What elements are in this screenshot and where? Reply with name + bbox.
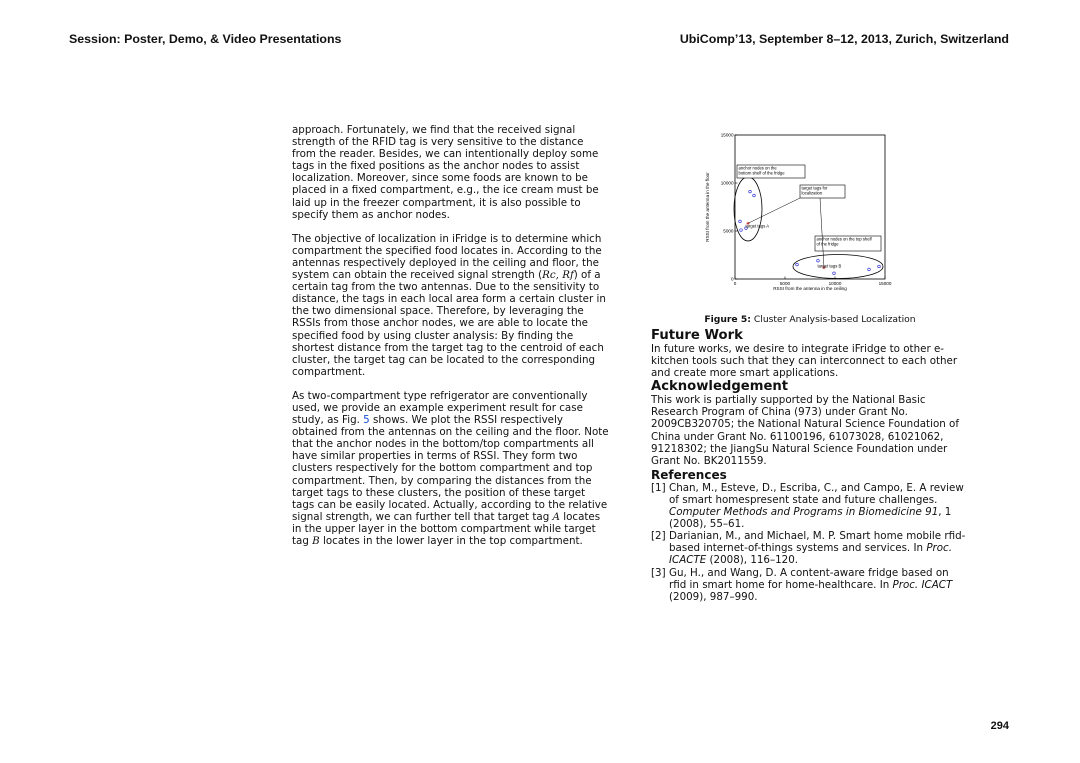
section-title-references: References — [651, 467, 727, 482]
reference-venue: Proc. ICACT — [892, 578, 953, 591]
figure-caption-label: Figure 5: — [704, 314, 751, 325]
paragraph-approach: approach. Fortunately, we find that the received signal strength of the RFID tag is very sensitive to the distance from the reader. Besides, we can intentionally deploy some tags in the fixed positions as the anchor nodes to assist localization. Moreover, since some foods are known to be placed in a fixed compartment, e.g., the ice cream must be laid up in the freezer compartment, it is also possible to specify them as anchor nodes. — [292, 124, 599, 221]
paragraph-text: As two-compartment type refrigerator are conventionally used, we provide an example experiment result for case study, as Fig. — [292, 389, 588, 427]
reference-number: [1] — [651, 481, 666, 494]
cluster-scatter-chart — [700, 128, 912, 296]
x-tick-label: 15000 — [878, 281, 892, 286]
anchor-node-point — [833, 272, 836, 275]
paragraph-future-work: In future works, we desire to integrate iFridge to other e-kitchen tools such that they can interconnect to each other and create more smart applications. — [651, 343, 958, 380]
x-tick-label: 0 — [733, 281, 737, 286]
annotation-target-b — [818, 264, 842, 269]
annotation-target-tags-text: localization — [801, 190, 823, 196]
chart-annotations — [734, 165, 883, 279]
annotation-top-shelf — [815, 236, 881, 251]
annotation-top-shelf-text: anchor nodes on the top shelf — [816, 236, 872, 242]
paragraph-text: The objective of localization in iFridge is to determine which compartment the specified food locates in. According to the antennas respectively deployed in the ceiling and floor, the system can obtain the received signal strength ( — [292, 232, 602, 282]
chart-points — [739, 190, 881, 274]
reference-item — [651, 482, 969, 530]
anchor-node-point — [739, 220, 742, 223]
anchor-node-point — [740, 229, 743, 232]
section-title-acknowledgement: Acknowledgement — [651, 379, 789, 395]
reference-text: (2009), 987–990. — [669, 590, 758, 603]
paragraph-text: locates in the upper layer in the bottom compartment while target tag — [292, 510, 601, 547]
reference-text: Darianian, M., and Michael, M. P. Smart home mobile rfid-based internet-of-things systems and services. In — [669, 530, 966, 555]
anchor-node-point — [753, 194, 756, 197]
figure-caption — [651, 314, 969, 325]
annotation-bottom-shelf-text: bottom shelf of the fridge — [738, 170, 785, 176]
reference-venue: Computer Methods and Programs in Biomedicine 91 — [669, 506, 939, 519]
annotation-connector — [820, 198, 824, 267]
reference-number: [3] — [651, 566, 666, 579]
anchor-node-point — [817, 259, 820, 262]
paragraph-case-study — [292, 390, 610, 547]
reference-venue: Proc. ICACTE — [669, 542, 952, 567]
reference-text: , 1 (2008), 55–61. — [669, 506, 952, 531]
paragraph-acknowledgement: This work is partially supported by the National Basic Research Program of China (973) under Grant No. 2009CB320705; the National Natural Science Foundation of China under Grant No. 61100196, 61073028, 61021062, 91218302; the JiangSu Natural Science Foundation under Grant No. BK2011559. — [651, 394, 959, 467]
annotation-bottom-shelf-text: anchor nodes on the — [738, 165, 777, 171]
section-title-future-work: Future Work — [651, 328, 743, 343]
x-tick-label: 5000 — [779, 281, 791, 286]
annotation-target-a-text: target tags A — [745, 223, 770, 229]
x-tick-label: 10000 — [828, 281, 842, 286]
chart-ticks — [721, 133, 892, 286]
left-column — [292, 124, 610, 547]
reference-text: Gu, H., and Wang, D. A content-aware fridge based on rfid in smart home for home-healthcare. In — [669, 566, 949, 591]
reference-text: Chan, M., Esteve, D., Escriba, C., and Campo, E. A review of smart homespresent state and future challenges. — [669, 481, 964, 506]
figure-caption-text: Cluster Analysis-based Localization — [750, 314, 916, 325]
bottom-shelf-cluster — [734, 177, 762, 241]
anchor-node-point — [878, 265, 881, 268]
annotation-target-tags — [800, 185, 845, 198]
math-tag-b: B — [312, 535, 320, 547]
reference-item — [651, 530, 969, 566]
x-axis-label: RSSI from the antenna in the ceiling — [773, 286, 847, 291]
anchor-node-point — [749, 190, 752, 193]
reference-item — [651, 567, 969, 603]
anchor-node-point — [796, 263, 799, 266]
y-tick-label: 5000 — [723, 228, 734, 234]
annotation-target-b-text: target tags B — [817, 263, 842, 269]
page-number: 294 — [990, 720, 1009, 732]
running-header-right: UbiComp’13, September 8–12, 2013, Zurich, Switzerland — [679, 32, 1009, 46]
reference-list — [651, 482, 969, 603]
annotation-top-shelf-text: of the fridge — [816, 241, 839, 247]
math-rc-rf: Rc, Rf — [542, 269, 574, 282]
reference-number: [2] — [651, 530, 666, 543]
right-column — [651, 328, 969, 603]
anchor-node-point — [868, 268, 871, 271]
reference-text: (2008), 116–120. — [706, 554, 799, 567]
paragraph-text: ) of a certain tag from the two antennas. Due to the sensitivity to distance, the tags in each local area form a certain cluster in the two dimensional space. Therefore, by leveraging the RSSIs from those anchor nodes, we are able to locate the specified food by using cluster analysis: By finding the shortest distance from the target tag to the centroid of each cluster, the target tag can be located to the corresponding compartment. — [292, 269, 606, 378]
y-tick-label: 0 — [730, 276, 734, 282]
running-header-left: Session: Poster, Demo, & Video Presentations — [69, 32, 342, 46]
paragraph-text: locates in the lower layer in the top compartment. — [319, 535, 583, 547]
y-tick-label: 10000 — [720, 180, 734, 186]
annotation-connector — [748, 198, 800, 223]
annotation-bottom-shelf — [737, 165, 805, 178]
annotation-target-tags-text: target tags for — [801, 185, 828, 191]
paragraph-objective — [292, 233, 610, 378]
math-tag-a: A — [552, 510, 560, 523]
paragraph-text: shows. We plot the RSSI respectively obtained from the antennas on the ceiling and the floor. Note that the anchor nodes in the bottom/top compartments all have similar properties in terms of RSSI. They form two clusters respectively for the bottom compartment and top compartment. Then, by comparing the distances from the target tags to these clusters, the position of these target tags can be easily located. Actually, according to the relative signal strength, we can further tell that target tag — [292, 414, 609, 523]
y-tick-label: 15000 — [720, 132, 734, 138]
annotation-target-a — [746, 224, 770, 229]
y-axis-label: RSSI from the antenna in the floor — [705, 172, 710, 242]
figure-5-link[interactable]: 5 — [363, 414, 370, 427]
